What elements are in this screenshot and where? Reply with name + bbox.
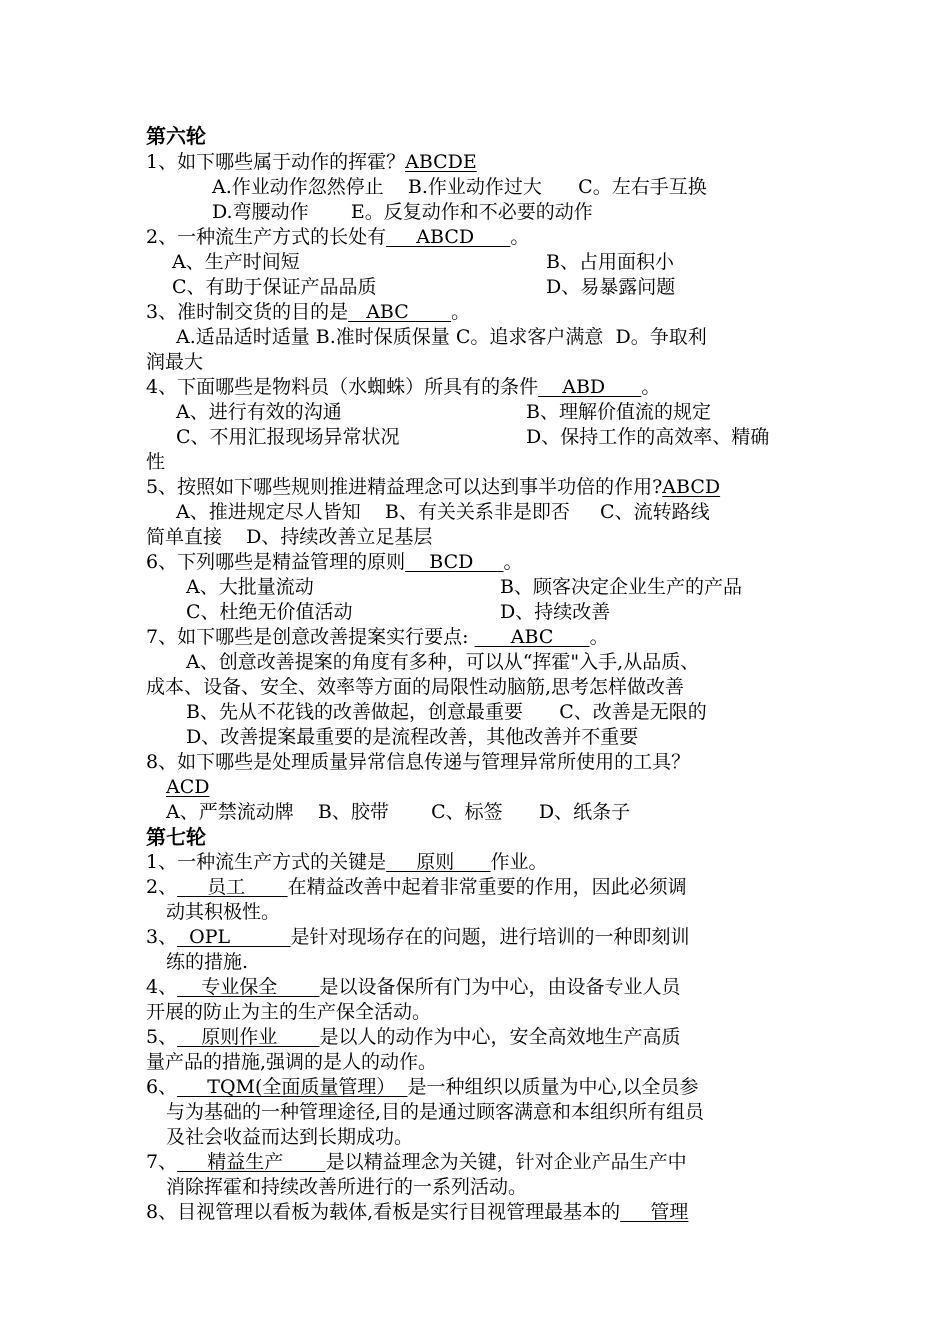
question-suffix: 在精益改善中起着非常重要的作用，因此必须调 [287,876,687,898]
question-7-8 [146,1200,688,1224]
question-7-2 [146,875,687,899]
question-6-2 [146,225,529,249]
question-end: 。 [451,301,471,323]
question-end: 。 [510,226,530,248]
question-7-5-cont: 量产品的措施,强调的是人的动作。 [146,1051,438,1073]
question-6-7 [146,625,609,649]
option-b: B、理解价值流的规定 [526,401,711,423]
answer-blank: ABCD [386,226,511,248]
option-d-cont: 性 [146,451,166,473]
answer-blank: ABC [474,626,590,648]
answer-blank: ABCD [662,476,721,498]
section-title-round-7: 第七轮 [146,825,206,849]
answer-blank: 精益生产 [177,1151,326,1173]
answer-blank: TQM(全面质量管理） [177,1076,408,1098]
answer-blank: 专业保全 [177,976,320,998]
option-c: C、不用汇报现场异常状况 [176,426,400,448]
question-prefix: 7、 [146,1151,178,1173]
section-title-round-6: 第六轮 [146,124,206,148]
question-7-3 [146,925,690,949]
question-prefix: 1、一种流生产方式的关键是 [146,851,387,873]
option-d: D、易暴露问题 [546,276,676,298]
question-6-1-options-line1: A.作业动作忽然停止 B.作业动作过大 C。左右手互换 [212,176,707,198]
question-stem: 5、按照如下哪些规则推进精益理念可以达到事半功倍的作用? [146,476,663,498]
question-6-4 [146,375,660,399]
question-stem: 6、下列哪些是精益管理的原则 [146,551,406,573]
question-6-3 [146,300,470,324]
question-suffix: 作业。 [490,851,548,873]
question-6-8-answer [166,775,210,799]
answer-blank: ACD [166,776,210,798]
option-b: B、占用面积小 [546,251,674,273]
question-stem: 2、一种流生产方式的长处有 [146,226,387,248]
question-end: 。 [503,551,523,573]
answer-blank: 原则 [386,851,491,873]
answer-blank: ABD [538,376,642,398]
question-end: 。 [641,376,661,398]
option-d: D、保持工作的高效率、精确 [526,426,770,448]
question-6-3-options-cont: 润最大 [146,351,204,373]
question-prefix: 6、 [146,1076,178,1098]
question-6-5-options: A、推进规定尽人皆知 B、有关关系非是即否 C、流转路线 [176,501,710,523]
question-7-4 [146,975,681,999]
question-end: 。 [589,626,609,648]
question-prefix: 8、目视管理以看板为载体,看板是实行目视管理最基本的 [146,1201,621,1223]
question-6-1-options-line2: D.弯腰动作 E。反复动作和不必要的动作 [212,201,593,223]
option-a: A、创意改善提案的角度有多种，可以从“挥霍"入手,从品质、 [186,651,700,673]
question-7-5 [146,1025,681,1049]
answer-blank: ABCDE [405,151,477,173]
option-a: A、生产时间短 [172,251,300,273]
option-c: C、有助于保证产品品质 [172,276,377,298]
option-a: A、进行有效的沟通 [176,401,342,423]
answer-blank: BCD [405,551,504,573]
question-7-6 [146,1075,699,1099]
question-7-1 [146,850,548,874]
question-suffix: 是以设备保所有门为中心，由设备专业人员 [319,976,681,998]
question-prefix: 4、 [146,976,178,998]
question-7-4-cont: 开展的防止为主的生产保全活动。 [146,1001,432,1023]
answer-blank: 管理 [620,1201,689,1223]
option-b: B、顾客决定企业生产的产品 [500,576,742,598]
answer-blank: 员工 [177,876,288,898]
question-7-6-cont1: 与为基础的一种管理途径,目的是通过顾客满意和本组织所有组员 [166,1101,705,1123]
option-d: D、改善提案最重要的是流程改善，其他改善并不重要 [186,726,639,748]
question-7-2-cont: 动其积极性。 [166,901,281,923]
question-prefix: 3、 [146,926,178,948]
question-stem: 3、准时制交货的目的是 [146,301,349,323]
answer-blank: ABC [348,301,452,323]
question-prefix: 2、 [146,876,178,898]
question-suffix: 是以人的动作为中心，安全高效地生产高质 [319,1026,681,1048]
question-stem: 4、下面哪些是物料员（水蜘蛛）所具有的条件 [146,376,539,398]
question-6-5-options-cont: 简单直接 D、持续改善立足基层 [146,526,433,548]
option-a-cont: 成本、设备、安全、效率等方面的局限性动脑筋,思考怎样做改善 [146,676,685,698]
question-6-8: 8、如下哪些是处理质量异常信息传递与管理异常所使用的工具？ [146,751,691,773]
question-stem: 1、如下哪些属于动作的挥霍？ [146,151,406,173]
question-7-7 [146,1150,687,1174]
option-d: D、持续改善 [500,601,611,623]
question-6-6 [146,550,523,574]
answer-blank: 原则作业 [177,1026,320,1048]
option-b-c: B、先从不花钱的改善做起，创意最重要 C、改善是无限的 [186,701,707,723]
option-a: A、大批量流动 [186,576,314,598]
question-prefix: 5、 [146,1026,178,1048]
question-suffix: 是一种组织以质量为中心,以全员参 [407,1076,699,1098]
option-c: C、杜绝无价值活动 [186,601,353,623]
question-suffix: 是以精益理念为关键，针对企业产品生产中 [325,1151,687,1173]
question-6-3-options: A.适品适时适量 B.准时保质保量 C。追求客户满意 D。争取利 [176,326,707,348]
question-7-7-cont: 消除挥霍和持续改善所进行的一系列活动。 [166,1176,528,1198]
question-suffix: 是针对现场存在的问题，进行培训的一种即刻训 [290,926,690,948]
question-6-1 [146,150,477,174]
question-7-6-cont2: 及社会收益而达到长期成功。 [166,1126,414,1148]
question-6-5 [146,475,720,499]
question-7-3-cont: 练的措施. [166,951,249,973]
answer-blank: OPL [177,926,291,948]
question-stem: 7、如下哪些是创意改善提案实行要点: [146,626,469,648]
question-6-8-options: A、严禁流动牌 B、胶带 C、标签 D、纸条子 [166,801,631,823]
